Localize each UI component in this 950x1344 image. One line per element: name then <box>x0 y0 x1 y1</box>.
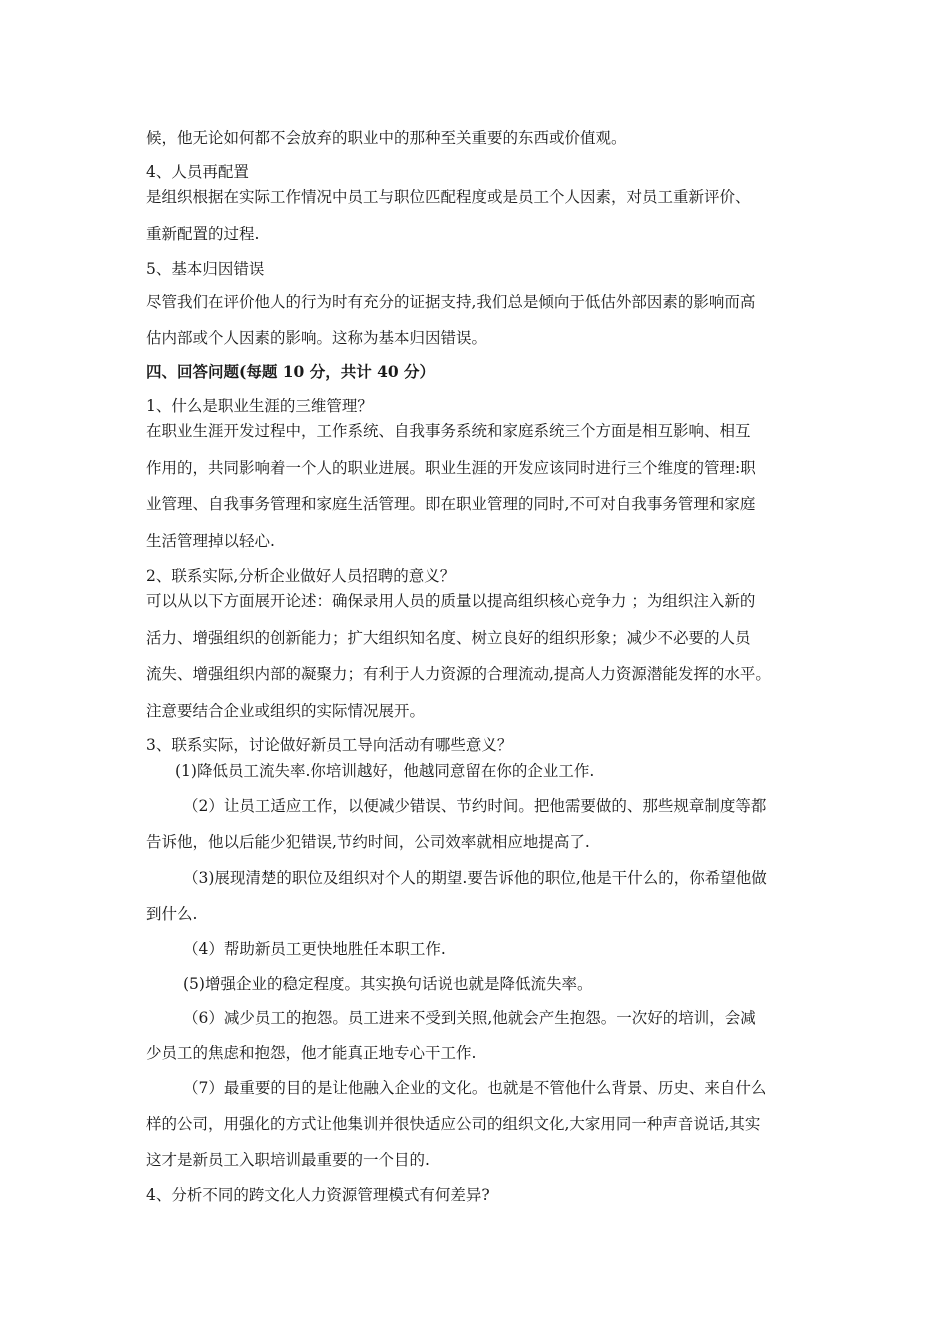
list-item-line: （6）减少员工的抱怨。员工进来不受到关照,他就会产生抱怨。一次好的培训，会减 <box>183 1009 756 1027</box>
paragraph-line: 活力、增强组织的创新能力；扩大组织知名度、树立良好的组织形象；减少不必要的人员 <box>146 629 751 647</box>
list-item-line: （4）帮助新员工更快地胜任本职工作. <box>183 940 446 958</box>
list-item-line: (1)降低员工流失率.你培训越好，他越同意留在你的企业工作. <box>175 762 595 780</box>
question-heading: 1、什么是职业生涯的三维管理？ <box>146 397 373 415</box>
paragraph-line: 可以从以下方面展开论述：确保录用人员的质量以提高组织核心竞争力 ；为组织注入新的 <box>146 592 756 610</box>
paragraph-line: 在职业生涯开发过程中，工作系统、自我事务系统和家庭系统三个方面是相互影响、相互 <box>146 422 751 440</box>
paragraph-line: 注意要结合企业或组织的实际情况展开。 <box>146 702 426 720</box>
question-heading: 2、联系实际,分析企业做好人员招聘的意义？ <box>146 567 456 585</box>
paragraph-line: 告诉他，他以后能少犯错误,节约时间，公司效率就相应地提高了. <box>146 833 590 851</box>
paragraph-line: 重新配置的过程. <box>146 225 260 243</box>
term-heading: 5、基本归因错误 <box>146 260 265 278</box>
paragraph-line: 估内部或个人因素的影响。这称为基本归因错误。 <box>146 329 488 347</box>
paragraph-line: 候，他无论如何都不会放弃的职业中的那种至关重要的东西或价值观。 <box>146 129 627 147</box>
paragraph-line: 样的公司，用强化的方式让他集训并很快适应公司的组织文化,大家用同一种声音说话,其实 <box>146 1115 761 1133</box>
list-item-line: （7）最重要的目的是让他融入企业的文化。也就是不管他什么背景、历史、来自什么 <box>183 1079 767 1097</box>
paragraph-line: 业管理、自我事务管理和家庭生活管理。即在职业管理的同时,不可对自我事务管理和家庭 <box>146 495 756 513</box>
question-heading: 3、联系实际，讨论做好新员工导向活动有哪些意义？ <box>146 736 513 754</box>
question-heading: 4、分析不同的跨文化人力资源管理模式有何差异? <box>146 1186 490 1204</box>
paragraph-line: 作用的，共同影响着一个人的职业进展。职业生涯的开发应该同时进行三个维度的管理:职 <box>146 459 756 477</box>
paragraph-line: 尽管我们在评价他人的行为时有充分的证据支持,我们总是倾向于低估外部因素的影响而高 <box>146 293 756 311</box>
paragraph-line: 是组织根据在实际工作情况中员工与职位匹配程度或是员工个人因素，对员工重新评价、 <box>146 188 751 206</box>
paragraph-line: 流失、增强组织内部的凝聚力；有利于人力资源的合理流动,提高人力资源潜能发挥的水平。 <box>146 665 771 683</box>
paragraph-line: 这才是新员工入职培训最重要的一个目的. <box>146 1151 430 1169</box>
list-item-line: （3)展现清楚的职位及组织对个人的期望.要告诉他的职位,他是干什么的，你希望他做 <box>183 869 767 887</box>
list-item-line: (5)增强企业的稳定程度。其实换句话说也就是降低流失率。 <box>183 975 593 993</box>
paragraph-line: 生活管理掉以轻心. <box>146 532 275 550</box>
section-heading: 四、回答问题(每题 10 分，共计 40 分） <box>146 362 436 381</box>
paragraph-line: 少员工的焦虑和抱怨，他才能真正地专心干工作. <box>146 1044 477 1062</box>
list-item-line: （2）让员工适应工作，以便减少错误、节约时间。把他需要做的、那些规章制度等都 <box>183 797 767 815</box>
term-heading: 4、人员再配置 <box>146 163 249 181</box>
paragraph-line: 到什么. <box>146 905 198 923</box>
